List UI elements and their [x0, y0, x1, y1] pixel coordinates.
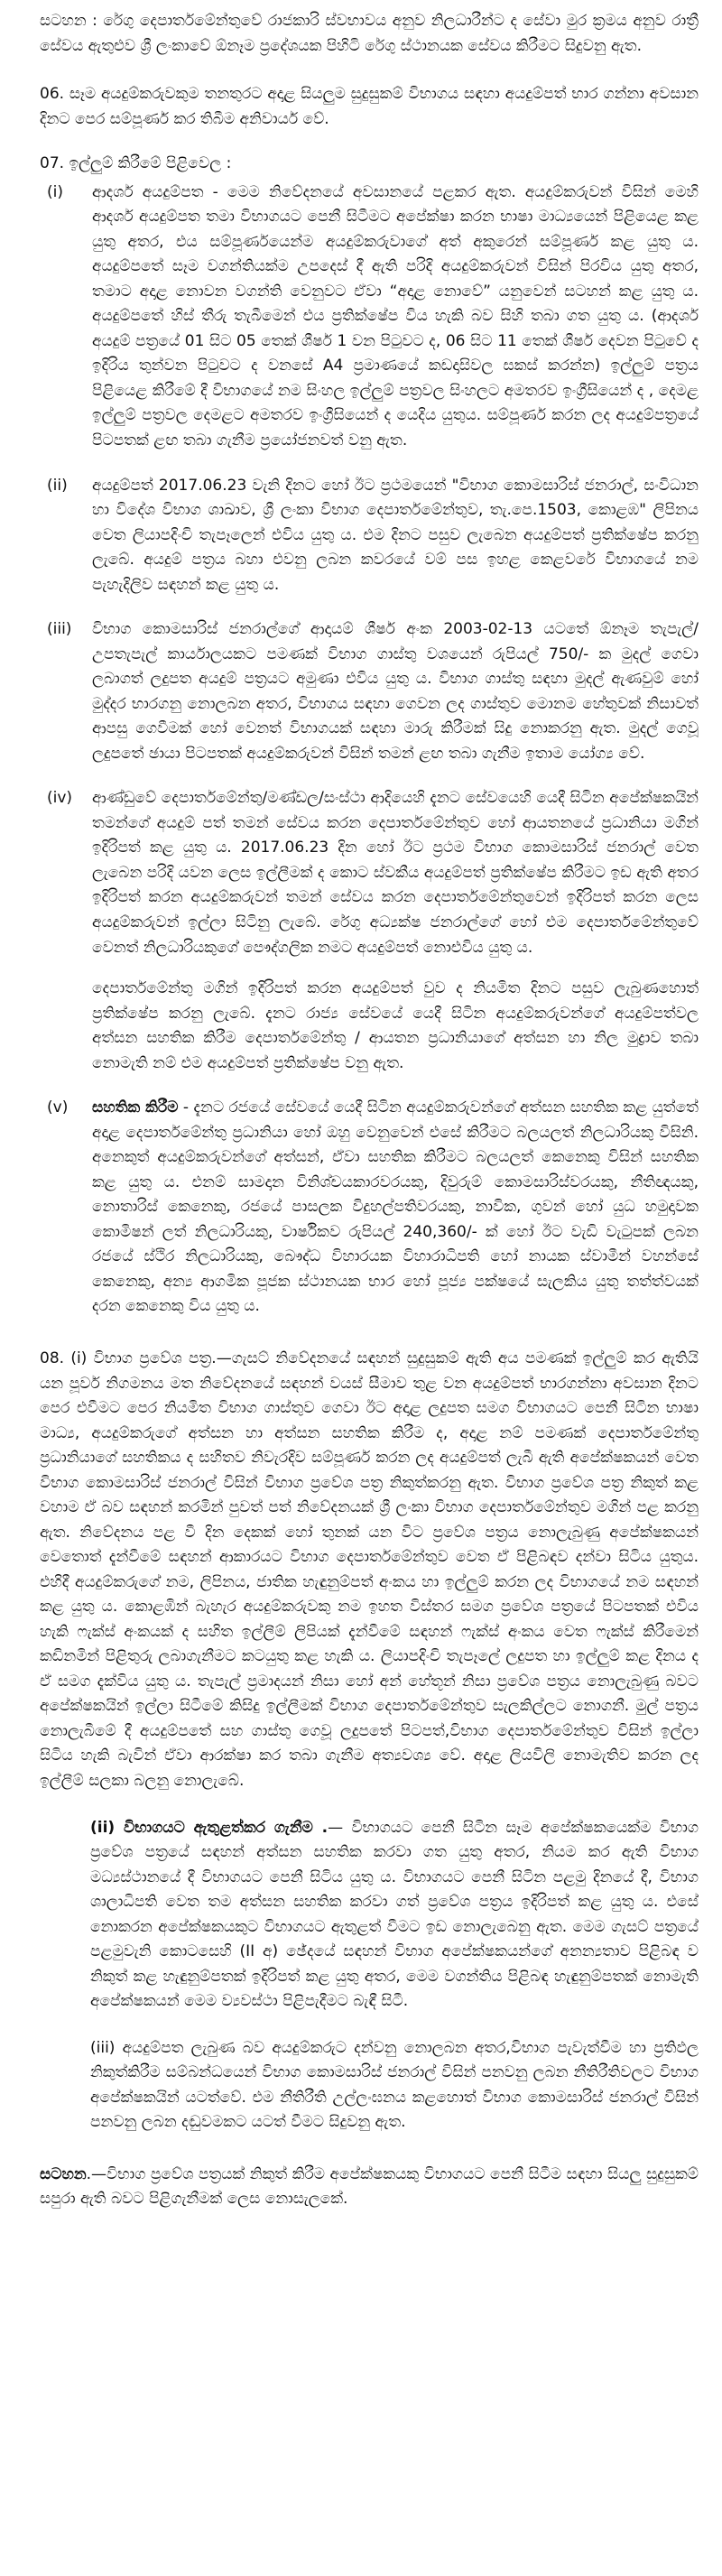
roman-numeral: (iii) — [47, 620, 72, 639]
section-08-para-ii — [40, 1816, 699, 2015]
item-text: දෙපාර්තමේන්තු මගින් ඉදිරිපත් කරන අයදුම්පත් වුව ද නියමිත දිනට පසුව ලැබුණහොත් ප්‍රතික්ෂේප කරනු ලැබේ. දැනට රාජ්‍ය සේවයේ යෙදී සිටින අයදුම්කරුවන්ගේ අයදුම්පත්වල අත්සන සහතික කිරීම දෙපාර්තමේන්තු / ආයතන ප්‍රධානියාගේ අත්සන හා නිල මුද්‍රාව තබා නොමැති නම් එම අයදුම්පත් ප්‍රතික්ෂේප වනු ඇත. — [92, 979, 699, 1072]
admission-text: — විභාගයට පෙනී සිටින සෑම අපේක්ෂකයෙක්ම විභාග ප්‍රවේශ පත්‍රයේ සඳහන් අත්සන සහතික කරවා ගත යුතු අතර, නියම කර ඇති විභාග මධ්‍යස්ථානයේ දී විභාගයට පෙනී සිටිය යුතු ය. විභාගයට පෙනී සිටින පළමු දිනයේ දී, විභාග ශාලාධිපති වෙත තම අත්සන සහතික කරවා ගත් ප්‍රවේශ පත්‍රය ඉදිරිපත් කළ යුතු ය. එසේ නොකරන අපේක්ෂකයකුට විභාගයට ඇතුළත් වීමට ඉඩ නොලැබෙනු ඇත. මෙම ගැසට් පත්‍රයේ පළමුවැනි කොටසෙහි (II අ) ඡේදයේ සඳහන් විභාග අපේක්ෂකයන්ගේ අනන්‍යතාව පිළිබඳ ව නිකුත් කළ හැඳුනුම්පතක් ඉදිරිපත් කළ යුතු අතර, මෙම වගන්තිය පිළිබඳ හැඳුනුම්පතක් නොමැති අපේක්ෂකයන් මෙම ව්‍යවස්ථා පිළිපැදීමට බැඳී සිටී. — [90, 1818, 699, 2011]
item-text: විභාග කොමසාරිස් ජනරාල්ගේ ආදායම් ශීර්ෂ අංක 2003-02-13 යටතේ ඕනෑම තැපැල්/ උපතැපැල් කාර්යාලයකට පමණක් විභාග ගාස්තු වශයෙන් රුපියල් 750/- ක මුදල් ගෙවා ලබාගත් ලදුපත අයදුම් පත්‍රයට අමුණා එවිය යුතු ය. විභාග ගාස්තු සඳහා මුදල් ඇණවුම් හෝ මුද්දර භාරගනු නොලබන අතර, විභාගය සඳහා ගෙවන ලද ගාස්තුව මොනම හේතුවක් නිසාවත් ආපසු ගෙවීමක් හෝ වෙනත් විභාගයක් සඳහා මාරු කිරීමක් සිදු නොකරනු ඇත. මුදල් ගෙවූ ලදුපතේ ඡායා පිටපතක් අයදුම්කරුවන් විසින් තමන් ළඟ තබා ගැනීම ඉතාම යෝග්‍ය වේ. — [92, 620, 699, 763]
section-08-para-i: 08. (i) විභාග ප්‍රවේශ පත්‍ර.—ගැසට් නිවේදනයේ සඳහන් සුදුසුකම් ඇති අය පමණක් ඉල්ලුම් කර ඇතියි යන පූර්ව නිගමනය මත නිවේදනයේ සඳහන් වයස් සීමාව තුළ වන අයදුම්පත් භාරගන්නා අවසාන දිනට පෙර එවීමට පෙර නියමිත විභාග ගාස්තුව ගෙවා ඊට අදාළ ලදුපත සමග විභාගයට පෙනී සිටින භාෂා මාධ්‍ය, අයදුම්කරුගේ අත්සන හා අත්සන සහතික කිරීම ද, අදාළ නම් පමණක් දෙපාර්තමේන්තු ප්‍රධානියාගේ සහතිකය ද සහිතව නිවැරදිව සම්පූර්ණ කරන ලද අයදුම්පත් ලැබී ඇති අපේක්ෂකයන් වෙත විභාග කොමසාරිස් ජනරාල් විසින් විභාග ප්‍රවේශ පත්‍ර නිකුත්කරනු ඇත. විභාග ප්‍රවේශ පත්‍ර නිකුත් කළ වහාම ඒ බව සඳහන් කරමින් පුවත් පත් නිවේදනයක් ශ්‍රී ලංකා විභාග දෙපාර්තමේන්තුව මගින් පළ කරනු ඇත. නිවේදනය පළ වී දින දෙකක් හෝ තුනක් යන විට ප්‍රවේශ පත්‍රය නොලැබුණු අපේක්ෂකයන් වෙතොත් දැන්වීමේ සඳහන් ආකාරයට විභාග දෙපාර්තමේන්තුව වෙත ඒ පිළිබඳව දන්වා සිටිය යුතුය. එහිදී අයදුම්කරුගේ නම, ලිපිනය, ජාතික හැඳුනුම්පත් අංකය හා ඉල්ලුම් කරන ලද විභාගයේ නම සඳහන් කළ යුතු ය. කොළඹින් බැහැර අයදුම්කරුවකු නම ඉහත විස්තර සමග ප්‍රවේශ පත්‍රයේ පිටපතක් එවිය හැකි ෆැක්ස් අංකයක් ද සහිත ඉල්ලීම් ලිපියක් දැන්වීමේ සඳහන් ෆැක්ස් අංකය වෙත ෆැක්ස් කිරීමෙන් කඩිනමින් පිළිතුරු ලබාගැනීමට කටයුතු කළ හැකි ය. ලියාපදිංචි තැපෑලේ ලදුපත හා ඉල්ලුම් කළ දිනය ද ඒ සමග දැක්විය යුතු ය. තැපැල් ප්‍රමාදයන් නිසා හෝ අන් හේතූන් නිසා ප්‍රවේශ පත්‍රය නොලැබුණු බවට අපේක්ෂකයින් ඉල්ලා සිටීමේ කිසිදු ඉල්ලීමක් විභාග දෙපාර්තමේන්තුව සැලකිල්ලට නොගනී. මුල් පත්‍රය නොලැබීමේ දී අයදුම්පතේ සහ ගාස්තු ගෙවූ ලදුපතේ පිටපත්,විභාග දෙපාර්තමේන්තුව විසින් ඉල්ලා සිටිය හැකි බැවින් ඒවා ආරක්ෂා කර තබා ගැනීම අත්‍යවශ්‍ය වේ. අදාළ ලියවිලි නොමැතිව කරන ලද ඉල්ලීම් සලකා බලනු නොලැබේ. — [40, 1348, 699, 1790]
item-text: ආදර්ශ අයදුම්පත - මෙම නිවේදනයේ අවසානයේ පළකර ඇත. අයදුම්කරුවන් විසින් මෙහි ආදර්ශ අයදුම්පත තමා විභාගයට පෙනී සිටීමට අපේක්ෂා කරන භාෂා මාධ්‍යයෙන් පිළියෙළ කළ යුතු අතර, එය සම්පූර්ණයෙන්ම අයදුම්කරුවාගේ අත් අකුරෙන් සම්පූර්ණ කළ යුතු ය. අයදුම්පතේ සෑම වගන්තියක්ම උපදෙස් දී ඇති පරිදි අයදුම්කරුවන් විසින් පිරවිය යුතු අතර, තමාට අදාළ නොවන වගන්ති වෙනුවට ඒවා “අදාළ නොවේ” යනුවෙන් සටහන් කළ යුතු ය. අයදුම්පතේ හිස් තීරු තැබීමෙන් එය ප්‍රතික්ෂේප විය හැකි බව සිහි තබා ගත යුතු ය. (ආදර්ශ අයදුම් පත්‍රයේ 01 සිට 05 තෙක් ශීර්ෂ 1 වන පිටුවට ද, 06 සිට 11 තෙක් ශීර්ෂ දෙවන පිටුවේ ද ඉදිරිය තුන්වන පිටුවට ද වනසේ A4 ප්‍රමාණයේ කඩදාසිවල සකස් කරන්න) ඉල්ලුම් පත්‍රය පිළියෙළ කිරීමේ දී විභාගයේ නම සිංහල ඉල්ලුම් පත්‍රවල සිංහලට අමතරව ඉංග්‍රීසියෙන් ද , දෙමළ ඉල්ලුම් පත්‍රවල දෙමළට අමතරව ඉංග්‍රීසියෙන් ද යෙදිය යුතුය. සම්පූර්ණ කරන ලද අයදුම්පත්‍රයේ පිටපතක් ළඟ තබා ගැනීම ප්‍රයෝජනවත් වනු ඇත. — [92, 182, 699, 449]
final-note-text: .—විභාග ප්‍රවේශ පත්‍රයක් නිකුත් කිරීම අපේක්ෂකයකු විභාගයට පෙනී සිටීම සඳහා සියලු සුදුසුකම් සපුරා ඇති බවට පිළිගැනීමක් ලෙස නොසැලකේ. — [40, 2164, 699, 2209]
section-06: 06. සෑම අයදුම්කරුවකුම තනතුරට අදාළ සියලුම සුදුසුකම් විභාගය සඳහා අයදුම්පත් භාර ගන්නා අවසාන දිනට පෙර සම්පූර්ණ කර තිබීම අනිවාර්ය වේ. — [40, 85, 699, 128]
item-text — [92, 1096, 699, 1320]
section-07-item-iv — [40, 786, 699, 1076]
roman-numeral: (v) — [47, 1098, 69, 1117]
certification-text: - දැනට රජයේ සේවයේ යෙදී සිටින අයදුම්කරුවන්ගේ අත්සන සහතික කළ යුත්තේ අදාළ දෙපාර්තමේන්තු ප්‍රධානියා හෝ ඔහු වෙනුවෙන් එසේ කිරීමට බලයලත් නිලධාරියකු විසිනි. අනෙකුත් අයදුම්කරුවන්ගේ අත්සන්, ඒවා සහතික කිරීමට බලයලත් කෙනෙකු විසින් සහතික කළ යුතු ය. එනම් සාමදාන විනිශ්චයකාරවරයකු, දිවුරුම් කොමසාරිස්වරයකු, නීතිඥයකු, නොතාරිස් කෙනෙකු, රජයේ පාසලක විදුහල්පතිවරයකු, නාවික, ගුවන් හෝ යුධ හමුදාවක කොමිෂන් ලත් නිලධාරියකු, වාර්ෂිකව රුපියල් 240,360/- ක් හෝ ඊට වැඩි වැටුපක් ලබන රජයේ ස්ථිර නිලධාරියකු, බෞද්ධ විහාරයක විහාරාධිපති හෝ නායක ස්වාමීන් වහන්සේ කෙනෙකු, අන්‍ය ආගමික පූජක ස්ථානයක භාර හෝ පූජ්‍ය පක්ෂයේ සැලකිය යුතු තත්ත්වයක් දරන කෙනෙකු විය යුතු ය. — [92, 1098, 699, 1316]
item-text: අයදුම්පත් 2017.06.23 වැනි දිනට හෝ ඊට ප්‍රථමයෙන් "විභාග කොමසාරිස් ජනරාල්, සංවිධාන හා විදේශ විභාග ශාඛාව, ශ්‍රී ලංකා විභාග දෙපාර්තමේන්තුව, තැ.පෙ.1503, කොළඹ" ලිපිනය වෙත ලියාපදිංචි තැපෑලෙන් එවිය යුතු ය. එම දිනට පසුව ලැබෙන අයදුම්පත් ප්‍රතික්ෂේප කරනු ලැබේ. අයදුම් පත්‍රය බහා එවනු ලබන කවරයේ වම් පස ඉහළ කෙළවරේ විභාගයේ නම පැහැදිලිව සඳහන් කළ යුතු ය. — [92, 476, 699, 594]
section-07-heading: 07. ඉල්ලුම් කිරීමේ පිළිවෙල : — [40, 154, 232, 173]
section-08 — [40, 1347, 699, 2136]
top-note: සටහන : රේගු දෙපාර්තමේන්තුවේ රාජකාරි ස්වභාවය අනුව නිලධාරීන්ට ද සේවා මුර ක්‍රමය අනුව රාත්‍රී සේවය ඇතුළුව ශ්‍රී ලංකාවේ ඕනෑම ප්‍රදේශයක පිහිටි රේගු ස්ථානයක සේවය කිරීමට සිදුවනු ඇත. — [40, 12, 699, 55]
section-07-item-i — [40, 181, 699, 454]
section-08-para-iii: (iii) අයදුම්පත ලැබුණ බව අයදුම්කරුට දන්වනු නොලබන අතර,විභාග පැවැත්වීම හා ප්‍රතිඵල නිකුත්කිරීම සම්බන්ධයෙන් විභාග කොමසාරිස් ජනරාල් විසින් පනවනු ලබන නීතිරීතිවලට විභාග අපේක්ෂකයින් යටත්වේ. එම නීතිරීති උල්ලංඝනය කළහොත් විභාග කොමසාරිස් ජනරාල් විසින් පනවනු ලබන දඬුවමකට යටත් වීමට සිදුවනු ඇත. — [90, 2038, 699, 2132]
roman-numeral: (ii) — [47, 476, 68, 495]
section-07 — [40, 152, 699, 1320]
section-07-item-ii — [40, 474, 699, 598]
section-07-item-v — [40, 1096, 699, 1320]
roman-numeral: (i) — [47, 182, 63, 201]
section-07-item-iii — [40, 617, 699, 766]
final-note — [40, 2163, 699, 2212]
final-note-lead: සටහන — [40, 2164, 87, 2183]
admission-lead: (ii) විභාගයට ඇතුළත්කර ගැනීම . — [90, 1818, 329, 1837]
item-text: ආණ්ඩුවේ දෙපාර්තමේන්තු/මණ්ඩල/සංස්ථා ආදියෙහි දැනට සේවයෙහි යෙදී සිටින අපේක්ෂකයින් තමන්ගේ අයදුම් පත් තමන් සේවය කරන දෙපාර්තමේන්තුව හෝ ආයතනයේ ප්‍රධානියා මගින් ඉදිරිපත් කළ යුතු ය. 2017.06.23 දින හෝ ඊට ප්‍රථම විභාග කොමසාරිස් ජනරාල් වෙත ලැබෙන පරිදි යවන ලෙස ඉල්ලීමක් ද කොට ස්වකීය අයදුම්පත් ප්‍රතික්ෂේප කිරීමට ඉඩ ඇති අතර ඉදිරිපත් කරන අයදුම්කරුවන් තමන් සේවය කරන දෙපාර්තමේන්තුවෙන් ඉදිරිපත් කරන ලෙස අයදුම්කරුවන් ඉල්ලා සිටිනු ලැබේ. රේගු අධ්‍යක්ෂ ජනරාල්ගේ හෝ එම දෙපාර්තමේන්තුවේ වෙනත් නිලධාරියකුගේ පෞද්ගලික නමට අයදුම්පත් නොඑවිය යුතු ය. — [92, 789, 699, 957]
certification-lead: සහතික කිරීම — [92, 1098, 179, 1117]
roman-numeral: (iv) — [47, 789, 73, 808]
